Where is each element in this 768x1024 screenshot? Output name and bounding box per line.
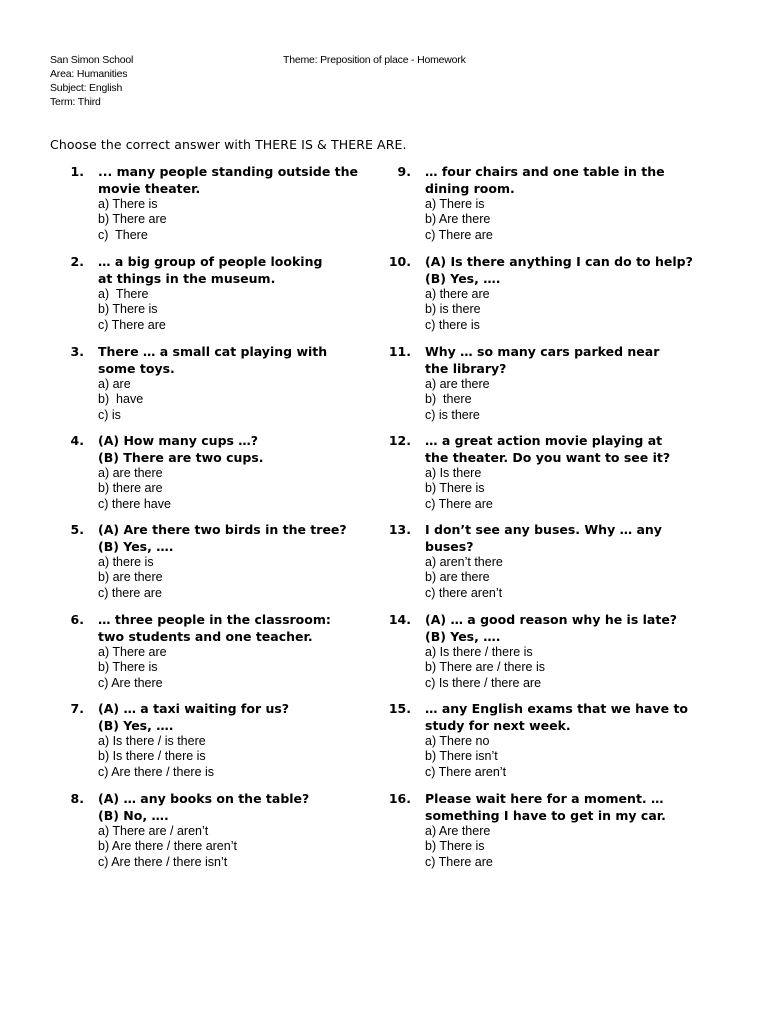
question-body	[98, 253, 388, 333]
answer-option: c) There are	[425, 854, 493, 869]
answer-option: a) Are there	[425, 824, 491, 838]
instructions: Choose the correct answer with THERE IS & THERE ARE.	[50, 137, 407, 152]
question-body	[425, 700, 715, 780]
question-text-line: dining room.	[425, 181, 515, 196]
answer-option: c) There are	[425, 496, 493, 511]
question-text-line: (A) Are there two birds in the tree?	[98, 522, 347, 537]
question-text-line: (A) … any books on the table?	[98, 791, 310, 806]
question-body	[425, 521, 715, 601]
area-label: Area: Humanities	[50, 68, 128, 80]
question-number: 7.	[70, 701, 84, 716]
answer-option: b) Are there / there aren’t	[98, 839, 237, 854]
question-number: 1.	[70, 164, 84, 179]
question-text-line: (B) Yes, ….	[98, 539, 174, 554]
answer-option: c) there is	[425, 317, 480, 332]
question-text-line: some toys.	[98, 361, 175, 376]
answer-option: b) are there	[425, 570, 490, 585]
answer-option: c) is	[98, 407, 121, 422]
answer-option: c) Are there	[98, 675, 163, 690]
question-text-line: There … a small cat playing with	[98, 344, 328, 359]
question-text-line: (B) Yes, ….	[425, 629, 501, 644]
answer-option: a) are there	[98, 466, 163, 480]
question-body	[425, 343, 715, 423]
answer-option: a) are	[98, 377, 131, 391]
question-body	[98, 432, 388, 512]
question-text-line: buses?	[425, 539, 474, 554]
question-text-line: (B) There are two cups.	[98, 450, 264, 465]
school-name: San Simon School	[50, 54, 134, 66]
answer-option: b) have	[98, 392, 144, 407]
question-number: 14.	[388, 612, 411, 627]
question-body	[98, 343, 388, 423]
question-text-line: … three people in the classroom:	[98, 612, 331, 627]
answer-option: b) There are	[98, 212, 167, 227]
answer-option: a) are there	[425, 377, 490, 391]
question-body	[425, 163, 715, 243]
term-label: Term: Third	[50, 96, 101, 108]
answer-option: a) there is	[98, 555, 154, 569]
answer-option: b) are there	[98, 570, 163, 585]
answer-option: b) There isn’t	[425, 749, 498, 764]
answer-option: c) Is there / there are	[425, 675, 542, 690]
answer-option: b) There is	[98, 302, 158, 317]
answer-option: a) Is there	[425, 466, 482, 480]
question-number: 8.	[70, 791, 84, 806]
question-text-line: at things in the museum.	[98, 271, 276, 286]
answer-option: a) there are	[425, 287, 490, 301]
answer-option: b) is there	[425, 302, 481, 317]
question-body	[98, 611, 388, 691]
question-text-line: Why … so many cars parked near	[425, 344, 660, 359]
question-number: 2.	[70, 254, 84, 269]
question-number: 4.	[70, 433, 84, 448]
answer-option: a) There	[98, 287, 149, 301]
answer-option: c) is there	[425, 407, 480, 422]
answer-option: a) Is there / is there	[98, 734, 206, 748]
question-text-line: movie theater.	[98, 181, 201, 196]
question-text-line: (A) … a good reason why he is late?	[425, 612, 678, 627]
answer-option: a) There are	[98, 645, 167, 659]
question-text-line: Please wait here for a moment. …	[425, 791, 664, 806]
answer-option: c) There aren’t	[425, 764, 507, 779]
question-number: 9.	[397, 164, 411, 179]
answer-option: b) There are / there is	[425, 660, 545, 675]
answer-option: a) There no	[425, 734, 490, 748]
question-number: 11.	[388, 344, 411, 359]
question-number: 12.	[388, 433, 411, 448]
answer-option: b) Are there	[425, 212, 491, 227]
question-text-line: ... many people standing outside the	[98, 164, 359, 179]
answer-option: c) There are	[98, 317, 166, 332]
answer-option: c) Are there / there isn’t	[98, 854, 228, 869]
answer-option: a) aren’t there	[425, 555, 503, 569]
question-text-line: something I have to get in my car.	[425, 808, 666, 823]
answer-option: a) Is there / there is	[425, 645, 533, 659]
question-number: 5.	[70, 522, 84, 537]
question-text-line: the theater. Do you want to see it?	[425, 450, 671, 465]
subject-label: Subject: English	[50, 82, 123, 94]
question-number: 3.	[70, 344, 84, 359]
answer-option: c) there aren’t	[425, 585, 503, 600]
answer-option: b) There is	[425, 481, 485, 496]
answer-option: b) there are	[98, 481, 163, 496]
question-body	[425, 790, 715, 870]
question-text-line: (A) … a taxi waiting for us?	[98, 701, 290, 716]
theme-label: Theme: Preposition of place - Homework	[283, 54, 466, 66]
question-text-line: study for next week.	[425, 718, 571, 733]
question-number: 13.	[388, 522, 411, 537]
answer-option: c) There are	[425, 227, 493, 242]
question-body	[98, 521, 388, 601]
question-text-line: (B) Yes, ….	[425, 271, 501, 286]
question-body	[425, 253, 715, 333]
answer-option: b) There is	[425, 839, 485, 854]
question-text-line: … a great action movie playing at	[425, 433, 663, 448]
school-info	[50, 53, 133, 109]
question-text-line: two students and one teacher.	[98, 629, 313, 644]
answer-option: a) There is	[98, 197, 158, 211]
answer-option: c) there are	[98, 585, 162, 600]
answer-option: a) There is	[425, 197, 485, 211]
question-body	[98, 790, 388, 870]
question-text-line: … a big group of people looking	[98, 254, 323, 269]
question-text-line: I don’t see any buses. Why … any	[425, 522, 662, 537]
answer-option: b) there	[425, 392, 472, 407]
question-body	[98, 700, 388, 780]
question-text-line: the library?	[425, 361, 507, 376]
question-number: 6.	[70, 612, 84, 627]
question-body	[98, 163, 388, 243]
question-text-line: … any English exams that we have to	[425, 701, 689, 716]
question-text-line: (B) No, ….	[98, 808, 169, 823]
answer-option: b) Is there / there is	[98, 749, 206, 764]
answer-option: c) There	[98, 227, 148, 242]
answer-option: a) There are / aren’t	[98, 824, 209, 838]
question-body	[425, 611, 715, 691]
answer-option: c) there have	[98, 496, 171, 511]
question-number: 10.	[388, 254, 411, 269]
question-text-line: (A) How many cups …?	[98, 433, 259, 448]
question-text-line: (A) Is there anything I can do to help?	[425, 254, 693, 269]
answer-option: b) There is	[98, 660, 158, 675]
question-number: 15.	[388, 701, 411, 716]
question-text-line: (B) Yes, ….	[98, 718, 174, 733]
question-text-line: … four chairs and one table in the	[425, 164, 665, 179]
answer-option: c) Are there / there is	[98, 764, 215, 779]
question-number: 16.	[388, 791, 411, 806]
question-body	[425, 432, 715, 512]
